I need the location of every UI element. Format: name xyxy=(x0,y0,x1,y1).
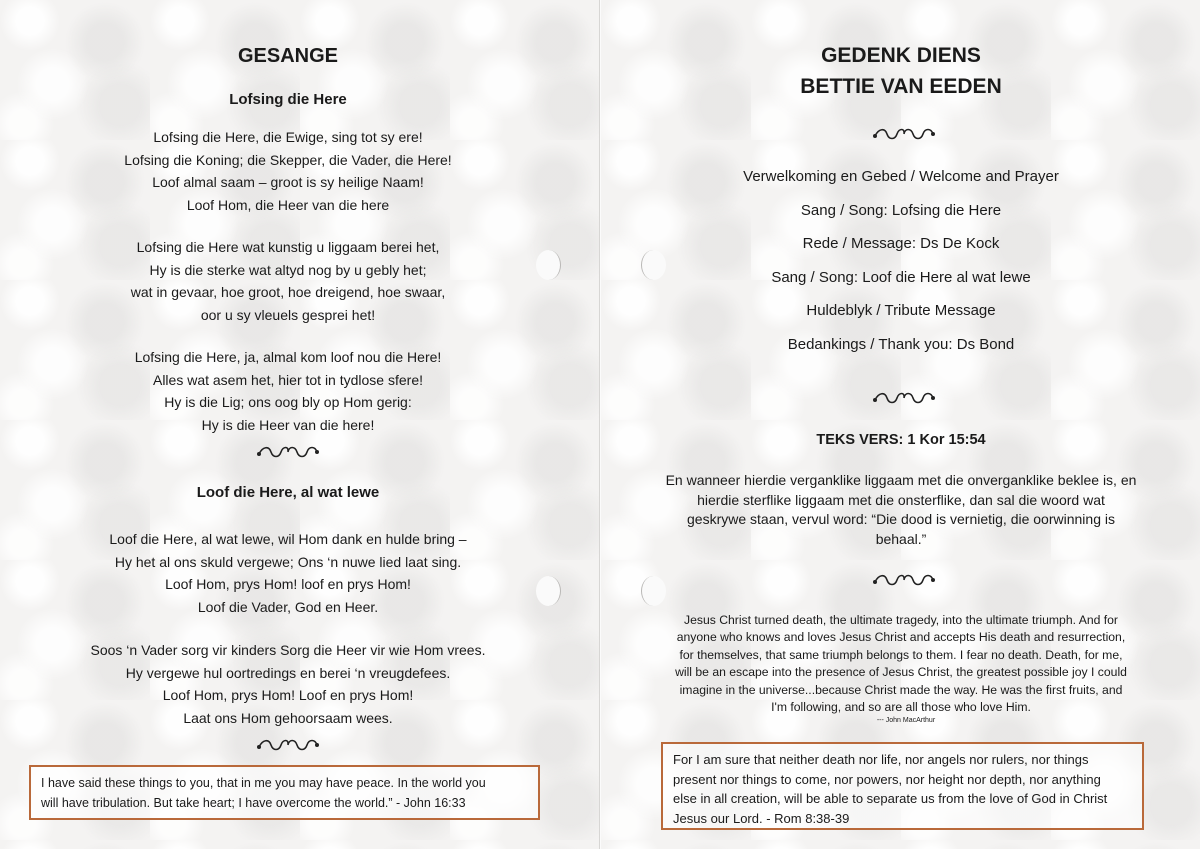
song2-stanza-1 xyxy=(0,528,576,618)
title-line: BETTIE VAN EEDEN xyxy=(800,75,1002,98)
verse-line: Loof Hom, prys Hom! Loof en prys Hom! xyxy=(162,687,414,703)
quote-line: Jesus Christ turned death, the ultimate tragedy, into the ultimate triumph. And for xyxy=(683,613,1118,627)
program-item: Bedankings / Thank you: Ds Bond xyxy=(787,335,1015,353)
song-title: Loof die Here, al wat lewe xyxy=(196,484,380,501)
verse-line: Hy is die sterke wat altyd nog by u gebly het; xyxy=(149,261,427,278)
verse-line: Soos ‘n Vader sorg vir kinders Sorg die Heer vir wie Hom vrees. xyxy=(90,642,486,658)
text-verse-line: En wanneer hierdie verganklike liggaam met die onverganklike beklee is, en xyxy=(665,472,1137,488)
punch-hole xyxy=(641,576,666,606)
verse-line: oor u sy vleuels gesprei het! xyxy=(200,306,376,323)
song-title: Lofsing die Here xyxy=(229,91,347,108)
memorial-title xyxy=(601,40,1200,102)
quote-line: anyone who knows and loves Jesus Christ and accepts His death and resurrection, xyxy=(676,630,1126,645)
quote-line: will have tribulation. But take heart; I have overcome the world.” - John 16:33 xyxy=(41,796,466,810)
quote-line: Jesus our Lord. - Rom 8:38-39 xyxy=(673,810,850,826)
verse-line: Lofsing die Koning; die Skepper, die Vader, die Here! xyxy=(124,151,452,168)
page-heading: GESANGE xyxy=(237,45,339,67)
verse-line: Loof die Vader, God en Heer. xyxy=(197,598,379,615)
ornament-icon xyxy=(255,442,321,462)
quote-line: for themselves, that same triumph belongs to them. I fear no death. Death, for me, xyxy=(679,647,1123,662)
verse-line: Loof Hom, prys Hom! loof en prys Hom! xyxy=(165,576,411,592)
verse-line: Hy vergewe hul oortredings en berei ‘n vreugdefees. xyxy=(125,664,451,681)
right-page xyxy=(600,0,1200,849)
scripture-quote-box xyxy=(661,742,1144,830)
reflection-quote xyxy=(621,612,1181,716)
quote-line: I'm following, and so are all those who love Him. xyxy=(771,700,1031,715)
verse-line: Hy is die Heer van die here! xyxy=(201,416,375,433)
text-verse-line: geskrywe staan, vervul word: “Die dood is vernietig, die oorwinning is xyxy=(687,511,1115,527)
verse-line: Hy het al ons skuld vergewe; Ons ‘n nuwe lied laat sing. xyxy=(114,553,462,570)
verse-line: Hy is die Lig; ons oog bly op Hom gerig: xyxy=(164,394,412,410)
text-verse-body xyxy=(651,471,1151,549)
ornament-icon xyxy=(255,735,321,755)
quote-line: imagine in the universe...because Christ made the way. He was the first fruits, and xyxy=(679,682,1123,697)
program-item: Rede / Message: Ds De Kock xyxy=(802,235,1000,253)
text-verse-title: TEKS VERS: 1 Kor 15:54 xyxy=(816,432,986,448)
verse-line: Loof die Here, al wat lewe, wil Hom dank en hulde bring – xyxy=(109,531,467,547)
ornament-icon xyxy=(871,570,937,590)
verse-line: wat in gevaar, hoe groot, hoe dreigend, hoe swaar, xyxy=(130,284,446,300)
verse-line: Loof Hom, die Heer van die here xyxy=(186,196,390,213)
verse-line: Lofsing die Here, ja, almal kom loof nou die Here! xyxy=(134,349,442,365)
ornament-icon xyxy=(871,124,937,144)
verse-line: Alles wat asem het, hier tot in tydlose sfere! xyxy=(152,371,423,388)
song1-stanza-1 xyxy=(0,126,576,216)
quote-line: else in all creation, will be able to separate us from the love of God in Christ xyxy=(673,791,1108,806)
quote-line: For I am sure that neither death nor life, nor angels nor rulers, nor things xyxy=(673,752,1089,767)
song1-stanza-3 xyxy=(0,346,576,436)
program-item: Verwelkoming en Gebed / Welcome and Prayer xyxy=(743,168,1059,185)
verse-line: Laat ons Hom gehoorsaam wees. xyxy=(183,709,393,726)
program-item: Sang / Song: Loof die Here al wat lewe xyxy=(771,268,1031,286)
song1-stanza-2 xyxy=(0,236,576,326)
text-verse-line: behaal.” xyxy=(875,530,927,547)
quote-attribution: --- John MacArthur xyxy=(876,717,936,724)
song2-stanza-2 xyxy=(0,639,576,729)
verse-line: Lofsing die Here wat kunstig u liggaam berei het, xyxy=(136,239,440,255)
verse-line: Lofsing die Here, die Ewige, sing tot sy ere! xyxy=(153,129,423,145)
program-item: Sang / Song: Lofsing die Here xyxy=(800,201,1002,219)
program-item: Huldeblyk / Tribute Message xyxy=(806,302,996,320)
quote-line: will be an escape into the presence of Jesus Christ, the greatest possible joy I could xyxy=(675,665,1127,680)
program-list xyxy=(601,160,1200,362)
title-line: GEDENK DIENS xyxy=(821,44,981,67)
ornament-icon xyxy=(871,388,937,408)
verse-line: Loof almal saam – groot is sy heilige Naam! xyxy=(152,174,424,190)
text-verse-line: hierdie sterflike liggaam met die onsterflike, dan sal die woord wat xyxy=(697,491,1105,508)
quote-line: present nor things to come, nor powers, nor height nor depth, nor anything xyxy=(673,771,1101,787)
quote-line: I have said these things to you, that in me you may have peace. In the world you xyxy=(41,776,486,790)
scripture-quote-box xyxy=(29,765,540,820)
